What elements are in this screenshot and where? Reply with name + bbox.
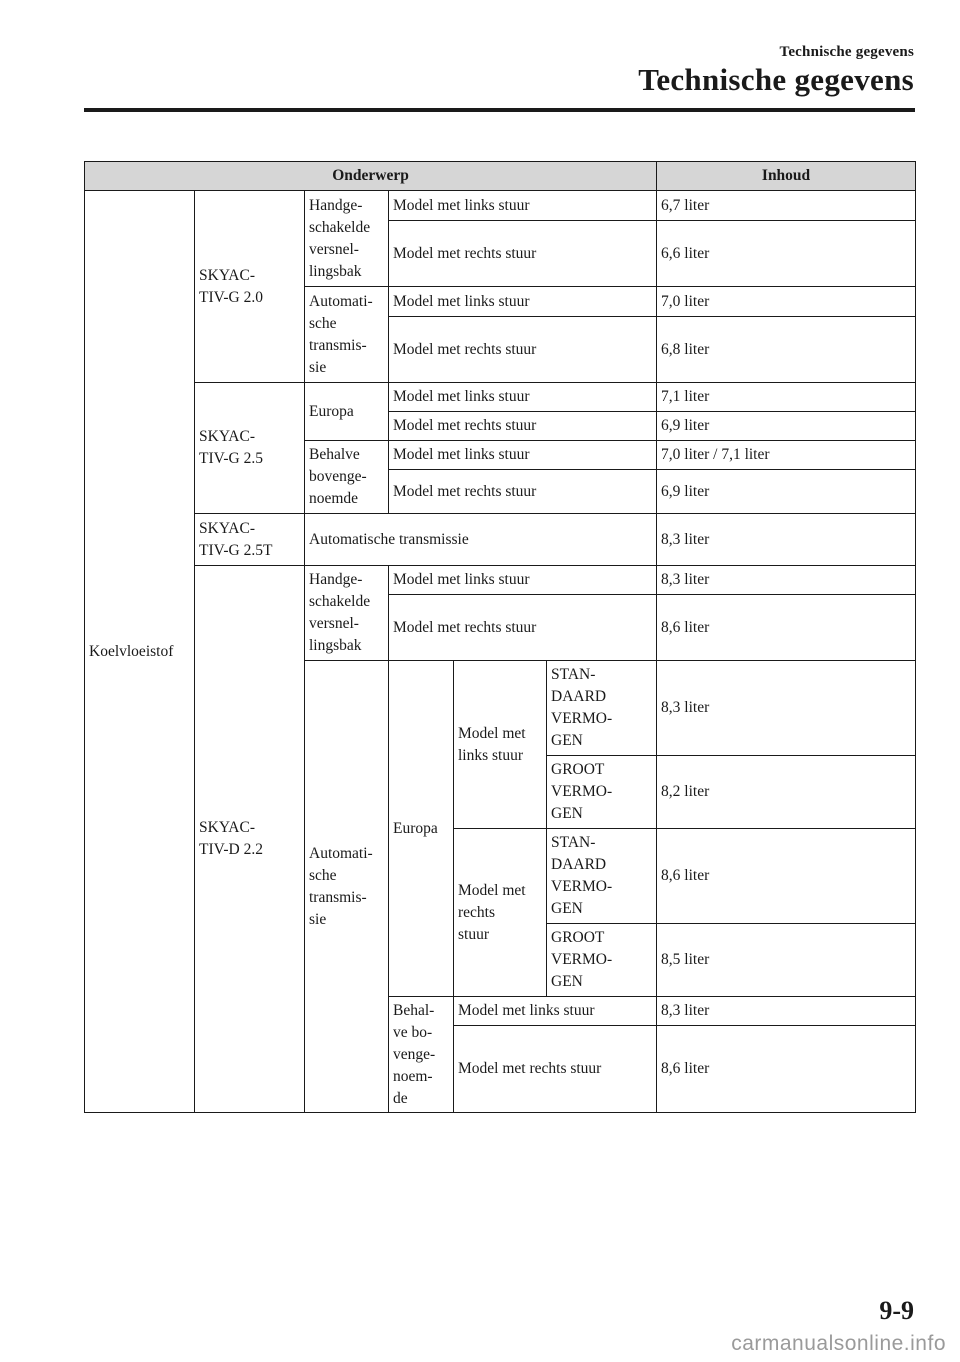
header-content: Inhoud xyxy=(657,162,916,191)
value-cell: 8,3 liter xyxy=(657,514,916,566)
page-number: 9-9 xyxy=(879,1296,914,1325)
table-row xyxy=(85,191,916,221)
engine-cell: SKYAC- TIV-G 2.0 xyxy=(195,191,305,383)
transmission-cell: Handge- schakelde versnel- lingsbak xyxy=(305,191,389,287)
table-row xyxy=(85,383,916,412)
table-row xyxy=(85,566,916,595)
model-cell: Model met rechts stuur xyxy=(389,221,657,287)
model-cell: Model met rechts stuur xyxy=(454,1026,657,1113)
table-header-row xyxy=(85,162,916,191)
engine-cell: SKYAC- TIV-G 2.5 xyxy=(195,383,305,514)
value-cell: 7,0 liter / 7,1 liter xyxy=(657,441,916,470)
capacity-cell: STAN- DAARD VERMO- GEN xyxy=(547,829,657,924)
value-cell: 6,9 liter xyxy=(657,412,916,441)
model-cell: Model met links stuur xyxy=(454,661,547,829)
watermark-link[interactable]: carmanualsonline.info xyxy=(731,1332,946,1355)
model-cell: Model met rechts stuur xyxy=(389,470,657,514)
header-subject: Onderwerp xyxy=(85,162,657,191)
model-cell: Model met rechts stuur xyxy=(389,595,657,661)
value-cell: 6,8 liter xyxy=(657,317,916,383)
value-cell: 7,0 liter xyxy=(657,287,916,317)
model-cell: Model met links stuur xyxy=(389,566,657,595)
capacity-cell: STAN- DAARD VERMO- GEN xyxy=(547,661,657,756)
transmission-cell: Automati- sche transmis- sie xyxy=(305,287,389,383)
capacity-cell: GROOT VERMO- GEN xyxy=(547,756,657,829)
region-cell: Behal- ve bo- venge- noem- de xyxy=(389,997,454,1113)
value-cell: 8,3 liter xyxy=(657,661,916,756)
transmission-cell: Handge- schakelde versnel- lingsbak xyxy=(305,566,389,661)
transmission-cell: Automati- sche transmis- sie xyxy=(305,661,389,1113)
transmission-cell: Automatische transmissie xyxy=(305,514,657,566)
table-row xyxy=(85,514,916,566)
subject-cell: Koelvloeistof xyxy=(85,191,195,1113)
model-cell: Model met links stuur xyxy=(389,287,657,317)
value-cell: 8,6 liter xyxy=(657,595,916,661)
section-subtitle: Technische gegevens xyxy=(779,44,914,60)
value-cell: 8,6 liter xyxy=(657,1026,916,1113)
value-cell: 7,1 liter xyxy=(657,383,916,412)
coolant-spec-table xyxy=(84,161,916,1113)
region-cell: Europa xyxy=(305,383,389,441)
value-cell: 6,9 liter xyxy=(657,470,916,514)
model-cell: Model met links stuur xyxy=(389,383,657,412)
value-cell: 6,6 liter xyxy=(657,221,916,287)
value-cell: 8,5 liter xyxy=(657,924,916,997)
value-cell: 8,3 liter xyxy=(657,997,916,1026)
value-cell: 6,7 liter xyxy=(657,191,916,221)
section-title: Technische gegevens xyxy=(638,62,914,97)
engine-cell: SKYAC- TIV-G 2.5T xyxy=(195,514,305,566)
model-cell: Model met links stuur xyxy=(454,997,657,1026)
value-cell: 8,2 liter xyxy=(657,756,916,829)
header-rule xyxy=(84,108,915,112)
region-cell: Behalve bovenge- noemde xyxy=(305,441,389,514)
value-cell: 8,6 liter xyxy=(657,829,916,924)
value-cell: 8,3 liter xyxy=(657,566,916,595)
model-cell: Model met rechts stuur xyxy=(454,829,547,997)
engine-cell: SKYAC- TIV-D 2.2 xyxy=(195,566,305,1113)
model-cell: Model met links stuur xyxy=(389,191,657,221)
capacity-cell: GROOT VERMO- GEN xyxy=(547,924,657,997)
model-cell: Model met rechts stuur xyxy=(389,412,657,441)
region-cell: Europa xyxy=(389,661,454,997)
model-cell: Model met links stuur xyxy=(389,441,657,470)
model-cell: Model met rechts stuur xyxy=(389,317,657,383)
